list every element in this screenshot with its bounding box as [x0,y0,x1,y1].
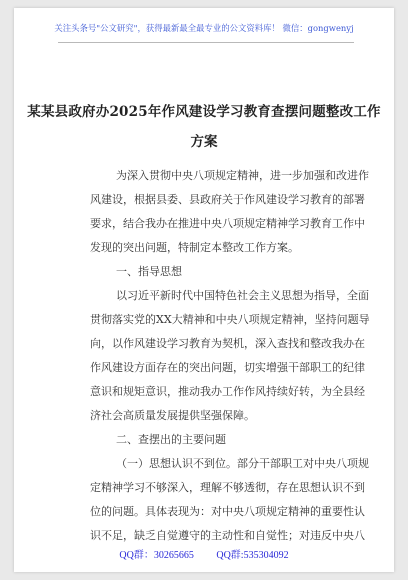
paragraph-line: 识不足，缺乏自觉遵守的主动性和自觉性；对违反中央八 [90,529,365,542]
footer-qq-group-2: QQ群:535304092 [216,550,289,561]
document-title: 某某县政府办2025年作风建设学习教育查摆问题整改工作 [27,104,381,120]
header-banner: 关注头条号"公文研究"，获得最新最全最专业的公文资料库！ 微信：gongwenyj [54,23,354,33]
header-divider [58,42,354,43]
section-heading: 二、查摆出的主要问题 [116,433,226,446]
paragraph-line: 贯彻落实党的XX大精神和中央八项规定精神，坚持问题导 [90,313,370,326]
paragraph-line: 风建设，根据县委、县政府关于作风建设学习教育的部署 [90,193,365,206]
document-title-continued: 方案 [190,134,218,150]
paragraph-line: 定精神学习不够深入，理解不够透彻，存在思想认识不到 [90,481,365,494]
paragraph-line: 为深入贯彻中央八项规定精神，进一步加强和改进作 [116,169,369,182]
footer-contact [14,546,394,561]
document-page [14,8,394,572]
paragraph-line: 要求，结合我办在推进中央八项规定精神学习教育工作中 [90,217,365,230]
paragraph-line: 作风建设方面存在的突出问题，切实增强干部职工的纪律 [90,361,365,374]
paragraph-line: 以习近平新时代中国特色社会主义思想为指导，全面 [116,289,369,302]
paragraph-line: 意识和规矩意识，推动我办工作作风持续好转，为全县经 [90,385,365,398]
paragraph-line: （一）思想认识不到位。部分干部职工对中央八项规 [116,457,369,470]
paragraph-line: 位的问题。具体表现为：对中央八项规定精神的重要性认 [90,505,365,518]
footer-qq-group-1: QQ群：30265665 [119,550,194,561]
paragraph-line: 济社会高质量发展提供坚强保障。 [90,409,255,422]
paragraph-line: 向，以作风建设学习教育为契机，深入查找和整改我办在 [90,337,365,350]
section-heading: 一、指导思想 [116,265,182,278]
paragraph-line: 发现的突出问题，特制定本整改工作方案。 [90,241,299,254]
